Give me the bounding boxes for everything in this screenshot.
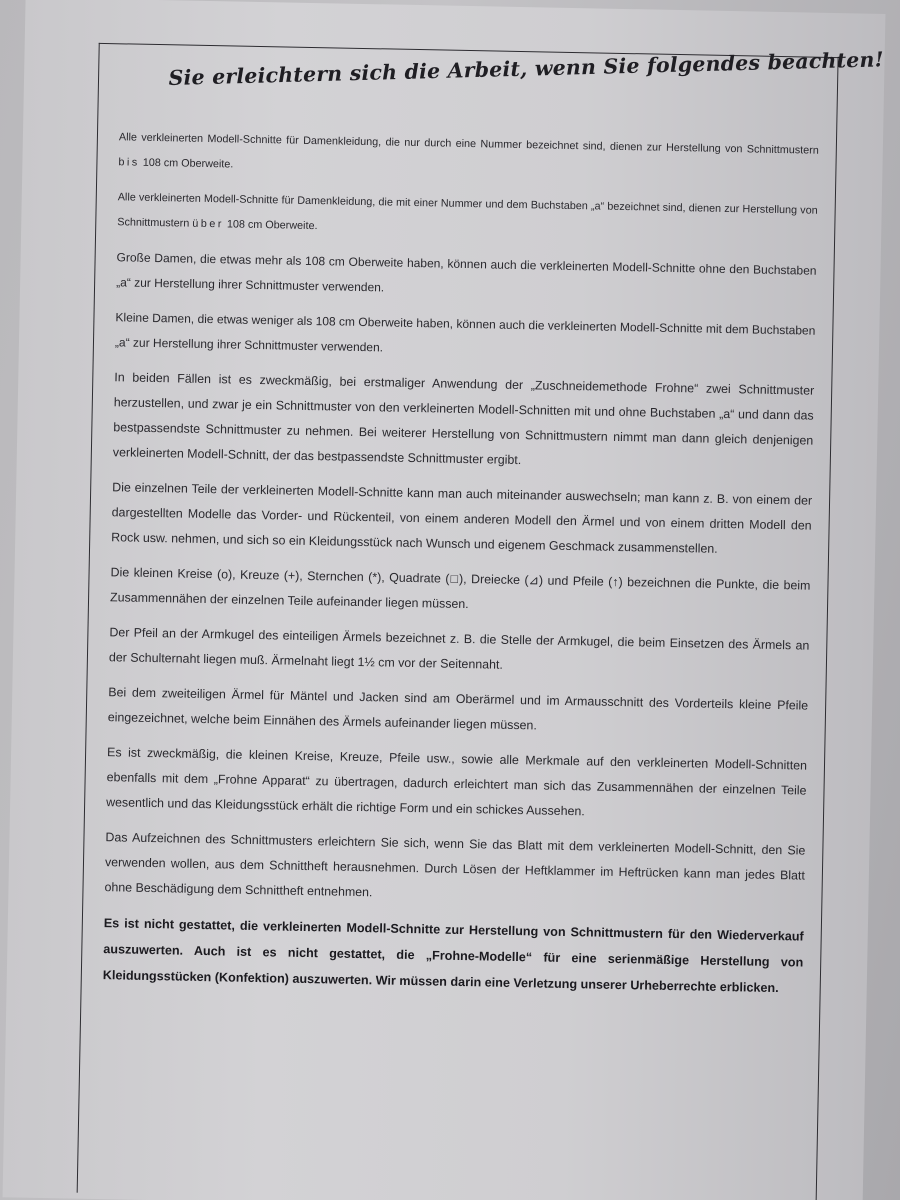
paragraph-5: In beiden Fällen ist es zweckmäßig, bei erstmaliger Anwendung der „Zuschneidemethode Frohne“ zwei Schnittmuster herzustellen, und zwar je ein Schnittmuster von den verkleinerten Modell-Schnitten mit und ohne Buchstaben „a“ und dann das bestpassendste Schnittmuster zu nehmen. Bei weiterer Herstellung von Schnittmustern nimmt man dann gleich denjenigen verkleinerten Modell-Schnitt, der das bestpassendste Schnittmuster ergibt. xyxy=(112,370,815,468)
paragraph-1-text-end: 108 cm Oberweite. xyxy=(139,156,234,171)
paragraph-1-text-start: Alle verkleinerten Modell-Schnitte für Damenkleidung, die nur durch eine Nummer bezeichnet sind, dienen zur Herstellung von Schnittmustern xyxy=(118,131,819,157)
paragraph-2-text-start: Alle verkleinerten Modell-Schnitte für Damenkleidung, die mit einer Nummer und dem Buchstaben „a“ bezeichnet sind, dienen zur Herstellung von Schnittmustern xyxy=(117,191,818,230)
paragraph-10: Es ist zweckmäßig, die kleinen Kreise, Kreuze, Pfeile usw., sowie alle Merkmale auf den verkleinerten Modell-Schnitten ebenfalls mit dem „Frohne Apparat“ zu übertragen, dadurch erleichtert man sich das Zusammennähen der einzelnen Teile wesentlich und das Kleidungsstück erhält die richtige Form und ein schickes Aussehen. xyxy=(106,745,808,819)
paragraph-2-text-end: 108 cm Oberweite. xyxy=(223,218,318,233)
paragraph-2 xyxy=(117,185,818,248)
paragraph-8: Der Pfeil an der Armkugel des einteiligen Ärmels bezeichnet z. B. die Stelle der Armkugel, die beim Einsetzen des Ärmels an der Schulternaht liegen muß. Ärmelnaht liegt 1½ cm vor der Seitennaht. xyxy=(108,625,810,672)
paragraph-2-emphasis: über xyxy=(192,217,225,231)
paragraph-7: Die kleinen Kreise (o), Kreuze (+), Sternchen (*), Quadrate (□), Dreiecke (⊿) und Pfeile (↑) bezeichnen die Punkte, die beim Zusammennähen der einzelnen Teile aufeinander liegen müssen. xyxy=(109,565,811,612)
paragraph-9: Bei dem zweiteiligen Ärmel für Mäntel und Jacken sind am Oberärmel und im Armausschnitt des Vorderteils kleine Pfeile eingezeichnet, welche beim Einnähen des Ärmels aufeinander liegen müssen. xyxy=(107,685,809,733)
paragraph-4: Kleine Damen, die etwas weniger als 108 cm Oberweite haben, können auch die verkleinerten Modell-Schnitte mit dem Buchstaben „a“ zur Herstellung ihrer Schnittmuster verwenden. xyxy=(114,310,816,355)
paragraph-1-emphasis: bis xyxy=(118,156,140,169)
paragraph-6: Die einzelnen Teile der verkleinerten Modell-Schnitte kann man auch miteinander auswechseln; man kann z. B. von einem der dargestellten Modelle das Vorder- und Rückenteil, von einem anderen Modell den Ärmel und von einem dritten Modell den Rock usw. nehmen, und sich so ein Kleidungsstück nach Wunsch und eigenem Geschmack zusammenstellen. xyxy=(111,480,813,556)
page-headline: Sie erleichtern sich die Arbeit, wenn Sie folgendes beachten! xyxy=(168,47,885,91)
page-content xyxy=(99,47,885,1190)
copyright-notice: Es ist nicht gestattet, die verkleinerten Modell-Schnitte zur Herstellung von Schnittmustern für den Wiederverkauf auszuwerten. Auch ist es nicht gestattet, die „Frohne-Modelle“ für eine serienmäßige Herstellung von Kleidungsstücken (Konfektion) auszuwerten. Wir müssen darin eine Verletzung unserer Urheberrechte erblicken. xyxy=(102,916,804,996)
document-page xyxy=(3,0,886,1200)
paragraph-3: Große Damen, die etwas mehr als 108 cm Oberweite haben, können auch die verkleinerten Modell-Schnitte ohne den Buchstaben „a“ zur Herstellung ihrer Schnittmuster verwenden. xyxy=(116,250,817,295)
paragraph-11: Das Aufzeichnen des Schnittmusters erleichtern Sie sich, wenn Sie das Blatt mit dem verkleinerten Modell-Schnitt, den Sie verwenden wollen, aus dem Schnittheft herausnehmen. Durch Lösen der Heftklammer im Heftrücken kann man jedes Blatt ohne Beschädigung dem Schnittheft entnehmen. xyxy=(104,830,806,900)
paragraph-1 xyxy=(118,125,819,188)
